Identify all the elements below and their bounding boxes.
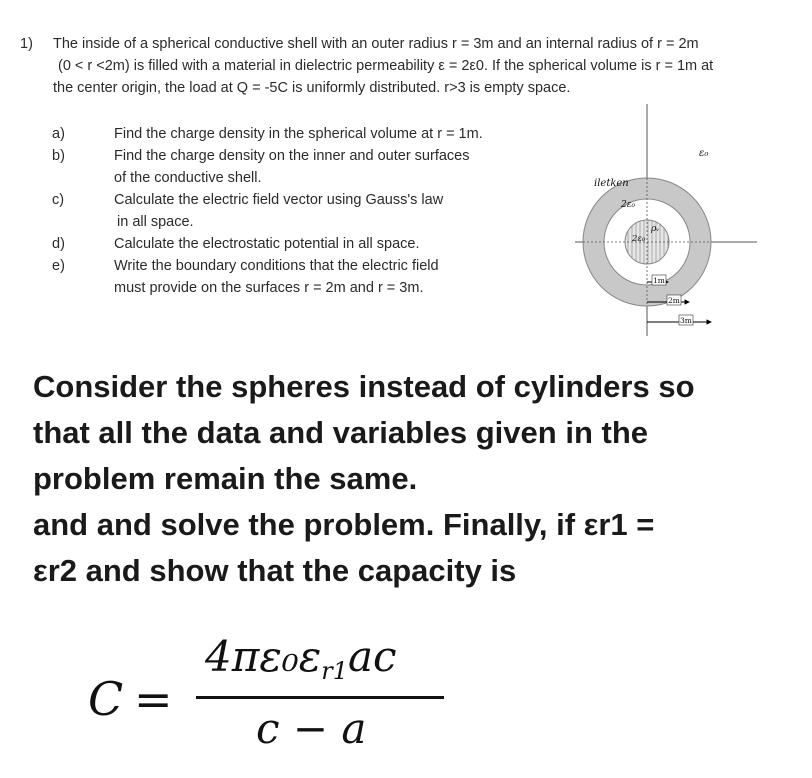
intro-line-1: The inside of a spherical conductive shell with an outer radius r = 3m and an internal radius of r = 2m (53, 36, 699, 52)
instruction-line-2: that all the data and variables given in the (33, 415, 648, 450)
part-text: Find the charge density in the spherical volume at r = 1m. (114, 126, 483, 142)
part-text (114, 255, 439, 299)
part-text-line: Write the boundary conditions that the electric field (114, 258, 439, 274)
r1-label: 1m (653, 276, 665, 285)
instruction-line-4: and and solve the problem. Finally, if εr1 = (33, 507, 655, 542)
numerator-subscript: r1 (321, 657, 348, 685)
problem-number: 1) (20, 36, 33, 52)
instruction-block (33, 364, 695, 594)
r3-label: 3m (680, 316, 692, 325)
formula-equals: = (134, 672, 173, 726)
numerator-main: 4πε₀ε (205, 632, 322, 681)
r2-label: 2m (668, 296, 680, 305)
part-d (52, 233, 522, 255)
part-c (52, 189, 522, 233)
instruction-line-3: problem remain the same. (33, 461, 418, 496)
part-text: Calculate the electrostatic potential in all space. (114, 236, 420, 252)
part-text-line: Calculate the electric field vector using Gauss's law (114, 192, 444, 208)
part-text-line: Find the charge density on the inner and outer surfaces (114, 148, 470, 164)
outer-permittivity-label: ε₀ (699, 148, 709, 159)
part-label: d) (52, 236, 65, 252)
formula-lhs: C (88, 672, 124, 726)
part-e (52, 255, 522, 299)
part-label: a) (52, 126, 65, 142)
spherical-shell-diagram (575, 100, 790, 340)
part-a (52, 123, 522, 145)
intro-line-2: (0 < r <2m) is filled with a material in dielectric permeability ε = 2ε0. If the spherical volume is r = 1m at (58, 58, 714, 74)
intro-line-3: the center origin, the load at Q = -5C is uniformly distributed. r>3 is empty space. (53, 80, 571, 96)
part-text-line: in all space. (117, 214, 194, 230)
part-text (114, 189, 443, 233)
part-label: e) (52, 258, 65, 274)
instruction-line-5: εr2 and show that the capacity is (33, 553, 517, 588)
parts-list (52, 123, 522, 299)
conductor-label: iletken (594, 178, 629, 189)
part-text (114, 145, 469, 189)
formula-numerator (205, 632, 397, 685)
part-label: c) (52, 192, 65, 208)
charge-density-label: ρᵥ (651, 224, 660, 234)
numerator-tail: ac (348, 632, 397, 681)
part-b (52, 145, 522, 189)
part-text-line: must provide on the surfaces r = 2m and r = 3m. (114, 280, 424, 296)
inner-permittivity-label: 2ε₀ (632, 234, 646, 244)
problem-intro (53, 33, 713, 99)
instruction-line-1: Consider the spheres instead of cylinders so (33, 369, 695, 404)
formula-denominator: c − a (256, 704, 367, 753)
part-label: b) (52, 148, 65, 164)
part-text-line: of the conductive shell. (114, 170, 262, 186)
fraction-bar (196, 696, 444, 699)
dielectric-permittivity-label: 2ε₀ (621, 200, 636, 210)
